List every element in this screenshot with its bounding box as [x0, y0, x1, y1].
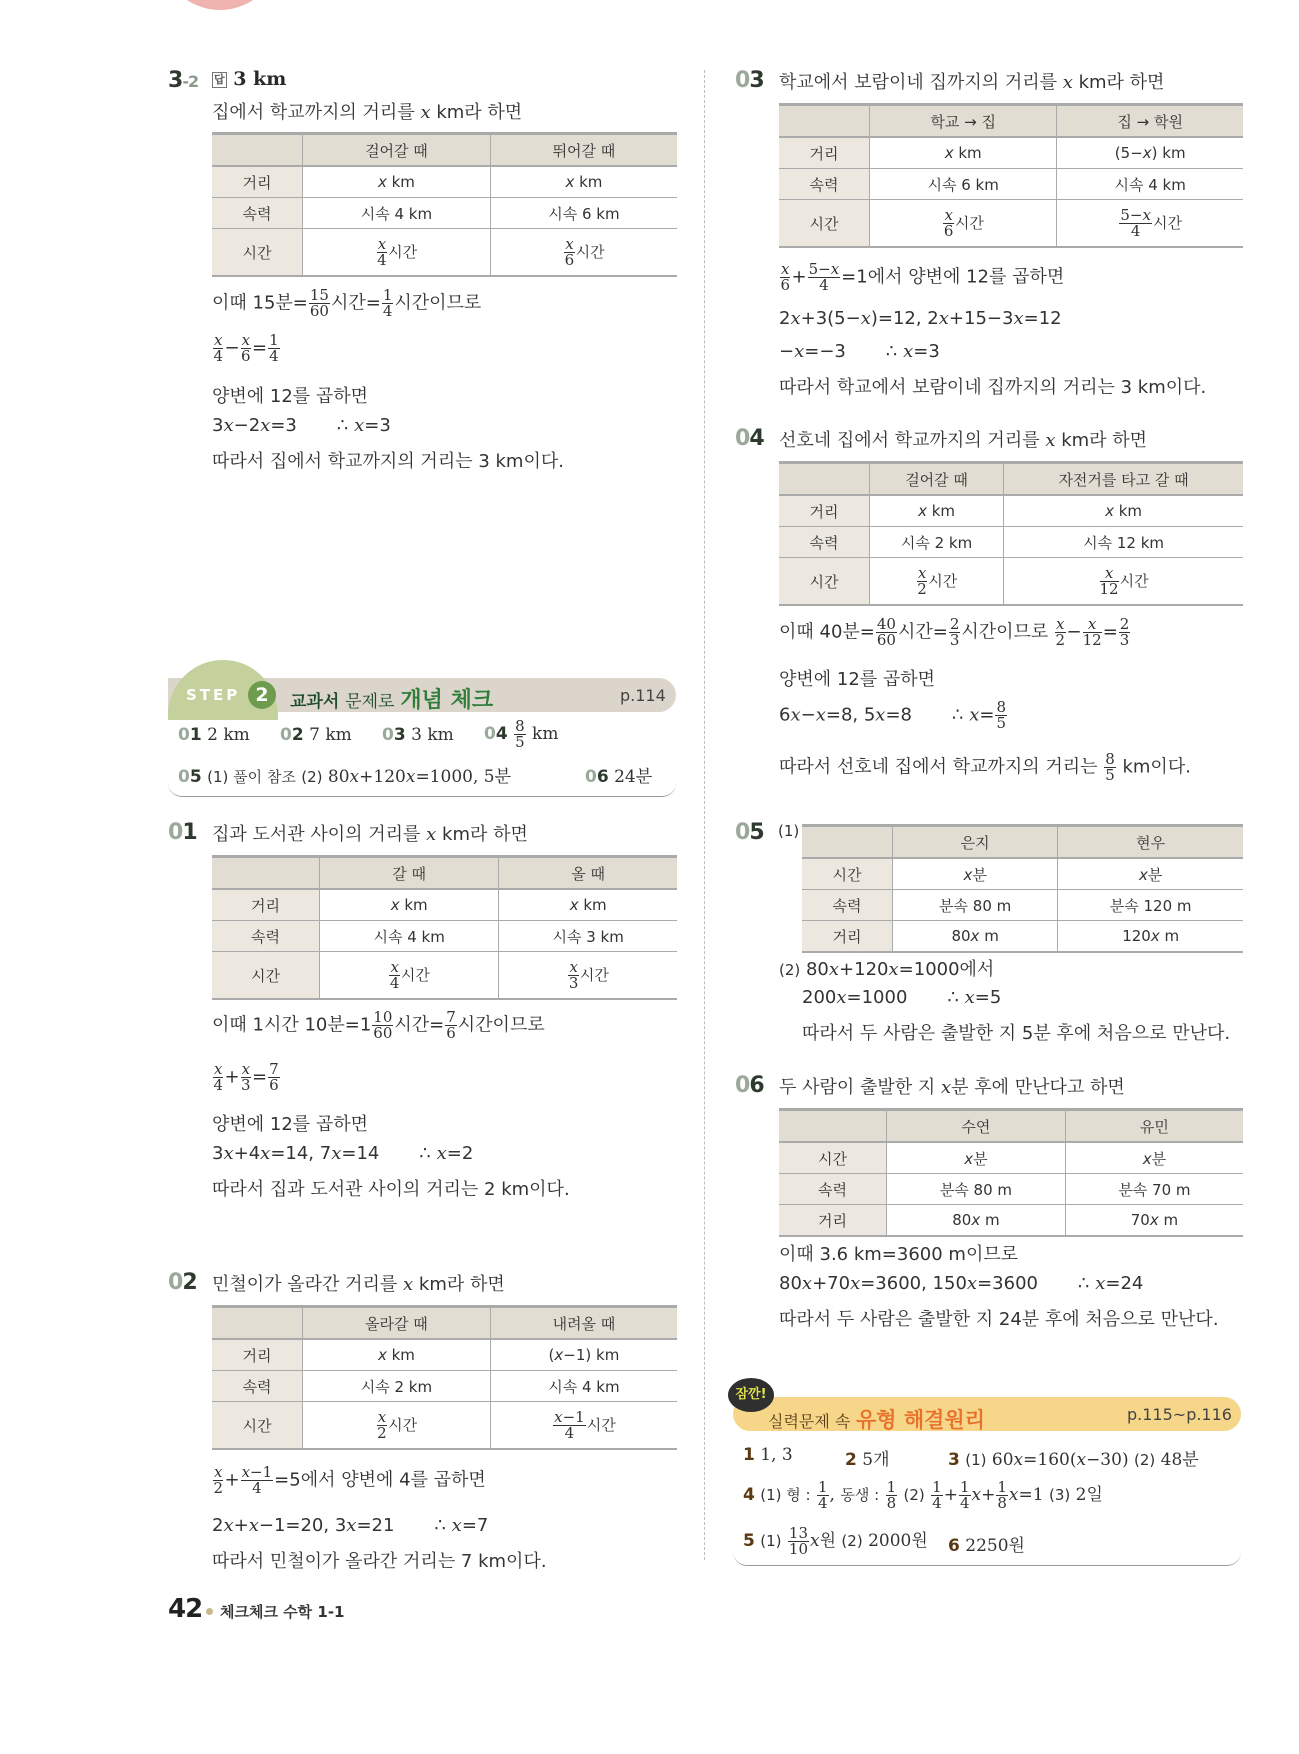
step-label: STEP — [186, 686, 241, 704]
solution-line-03-3: −x=−3 ∴ x=3 — [779, 341, 940, 362]
solution-line-01-1: 이때 1시간 10분=1 $\frac{10}{60}$ 시간= $\frac{7}{6}$ 시간이므로 — [212, 1008, 545, 1042]
step2-title: 교과서 문제로 개념 체크 — [290, 688, 494, 713]
intro-text-02: 민철이가 올라간 거리를 x km라 하면 — [212, 1274, 505, 1295]
solution-line-03-4: 따라서 학교에서 보람이네 집까지의 거리는 3 km이다. — [779, 377, 1207, 398]
table-04: 걸어갈 때 자전거를 타고 갈 때 거리 x km x km 속력 시속 2 km 시속 12 km 시간 $\frac{x}{2}$ 시간 $\frac{x}{12}$ 시간 — [779, 461, 1243, 606]
problem-number-04: 04 — [735, 426, 764, 451]
answer-line — [212, 68, 286, 90]
answer-value: 3 km — [233, 68, 287, 90]
solution-line-3: 양변에 12를 곱하면 — [212, 386, 369, 407]
answer-02: 02 7 km — [280, 725, 352, 745]
solution-line-2: $\frac{x}{4}$ − $\frac{x}{6}$ = $\frac{1}{4}$ — [213, 331, 279, 365]
answer-06: 06 24분 — [585, 767, 653, 787]
problem-number-06: 06 — [735, 1073, 764, 1098]
solution-line-02-2: 2x+x−1=20, 3x=21 ∴ x=7 — [212, 1515, 489, 1536]
solution-line-05-3: 따라서 두 사람은 출발한 지 5분 후에 처음으로 만난다. — [802, 1023, 1231, 1044]
bullet-dot-icon — [206, 1608, 213, 1615]
problem-number-3-2: 3-2 — [168, 68, 199, 93]
solution-line-06-1: 이때 3.6 km=3600 m이므로 — [779, 1244, 1019, 1265]
jk-answer-3: 3 (1) 60x=160(x−30) (2) 48분 — [948, 1450, 1199, 1470]
solution-line-01-2: $\frac{x}{4}$ + $\frac{x}{3}$ = $\frac{7}{6}$ — [213, 1060, 279, 1094]
jk-answer-5: 5 (1) $\frac{13}{10}$ x원 (2) 2000원 — [743, 1524, 928, 1558]
solution-line-06-2: 80x+70x=3600, 150x=3600 ∴ x=24 — [779, 1273, 1144, 1294]
intro-text-03: 학교에서 보람이네 집까지의 거리를 x km라 하면 — [779, 72, 1165, 93]
solution-line-04-4: 따라서 선호네 집에서 학교까지의 거리는 $\frac{8}{5}$ km이다. — [779, 750, 1191, 784]
problem-number-01: 01 — [168, 820, 197, 845]
intro-text-04: 선호네 집에서 학교까지의 거리를 x km라 하면 — [779, 430, 1148, 451]
solution-line-4: 3x−2x=3 ∴ x=3 — [212, 415, 391, 436]
jk-answer-2: 2 5개 — [845, 1450, 890, 1470]
table-01: 갈 때 올 때 거리 x km x km 속력 시속 4 km 시속 3 km 시간 $\frac{x}{4}$ 시간 $\frac{x}{3}$ 시간 — [212, 855, 677, 1000]
answer-03: 03 3 km — [382, 725, 454, 745]
jk-answer-6: 6 2250원 — [948, 1536, 1025, 1556]
solution-line-05-2: 200x=1000 ∴ x=5 — [802, 987, 1002, 1008]
solution-line-06-3: 따라서 두 사람은 출발한 지 24분 후에 처음으로 만난다. — [779, 1309, 1219, 1330]
table-05: 은지 현우 시간 x분 x분 속력 분속 80 m 분속 120 m 거리 80x m 120x m — [802, 824, 1243, 953]
problem-number-05: 05 — [735, 820, 764, 845]
speech-bubble-icon: 잠깐! — [728, 1378, 774, 1412]
solution-line-5: 따라서 집에서 학교까지의 거리는 3 km이다. — [212, 451, 564, 472]
table-3-2: 걸어갈 때 뛰어갈 때 거리 x km x km 속력 시속 4 km 시속 6 km 시간 $\frac{x}{4}$ 시간 $\frac{x}{6}$ 시간 — [212, 132, 677, 277]
intro-text: 집에서 학교까지의 거리를 x km라 하면 — [212, 102, 523, 123]
step-number-badge: 2 — [248, 681, 276, 709]
jamkkan-title: 실력문제 속 유형 해결원리 — [768, 1408, 985, 1432]
page-number: 42 — [168, 1594, 203, 1624]
jk-answer-4: 4 (1) 형 : $\frac{1}{4}$ , 동생 : $\frac{1}{8}$ (2) $\frac{1}{4}$ + $\frac{1}{4}$ x+ $\frac{1}{8}$ x=1 (3) 2일 — [743, 1478, 1103, 1512]
part-1-label: (1) — [778, 822, 800, 840]
jk-answer-1: 1 1, 3 — [743, 1445, 793, 1465]
solution-line-04-3: 6x−x=8, 5x=8 ∴ x= $\frac{8}{5}$ — [779, 698, 1007, 732]
solution-line-04-2: 양변에 12를 곱하면 — [779, 669, 936, 690]
solution-line-04-1: 이때 40분= $\frac{40}{60}$ 시간= $\frac{2}{3}$ 시간이므로 $\frac{x}{2}$ − $\frac{x}{12}$ = $\frac{2}{3}$ — [779, 615, 1130, 649]
answer-05: 05 (1) 풀이 참조 (2) 80x+120x=1000, 5분 — [178, 767, 511, 787]
solution-line-05-1: (2) 80x+120x=1000에서 — [779, 959, 995, 980]
table-03: 학교 → 집 집 → 학원 거리 x km (5−x) km 속력 시속 6 km 시속 4 km 시간 $\frac{x}{6}$ 시간 $\frac{5-x}{4}$ 시간 — [779, 103, 1243, 248]
problem-number-02: 02 — [168, 1270, 197, 1295]
answer-01: 01 2 km — [178, 725, 250, 745]
solution-line-02-1: $\frac{x}{2}$ + $\frac{x-1}{4}$ =5에서 양변에 4를 곱하면 — [213, 1463, 486, 1497]
intro-text-06: 두 사람이 출발한 지 x분 후에 만난다고 하면 — [779, 1077, 1125, 1098]
solution-line-02-3: 따라서 민철이가 올라간 거리는 7 km이다. — [212, 1551, 547, 1572]
column-divider — [704, 70, 705, 1560]
solution-line-01-5: 따라서 집과 도서관 사이의 거리는 2 km이다. — [212, 1179, 570, 1200]
solution-line-03-2: 2x+3(5−x)=12, 2x+15−3x=12 — [779, 308, 1062, 329]
answer-04: 04 $\frac{8}{5}$ km — [484, 717, 559, 751]
solution-line-01-4: 3x+4x=14, 7x=14 ∴ x=2 — [212, 1143, 474, 1164]
decorative-circle — [160, 0, 280, 10]
solution-line-1: 이때 15분= $\frac{15}{60}$ 시간= $\frac{1}{4}$ 시간이므로 — [212, 286, 482, 320]
answer-badge-icon: 답 — [214, 73, 225, 86]
solution-line-03-1: $\frac{x}{6}$ + $\frac{5-x}{4}$ =1에서 양변에 12를 곱하면 — [780, 260, 1065, 294]
problem-number-03: 03 — [735, 68, 764, 93]
intro-text-01: 집과 도서관 사이의 거리를 x km라 하면 — [212, 824, 528, 845]
table-06: 수연 유민 시간 x분 x분 속력 분속 80 m 분속 70 m 거리 80x m 70x m — [779, 1108, 1243, 1237]
solution-line-01-3: 양변에 12를 곱하면 — [212, 1114, 369, 1135]
step2-page-ref: p.114 — [620, 686, 666, 705]
book-title: 체크체크 수학 1-1 — [220, 1603, 345, 1621]
table-02: 올라갈 때 내려올 때 거리 x km (x−1) km 속력 시속 2 km 시속 4 km 시간 $\frac{x}{2}$ 시간 $\frac{x-1}{4}$ 시간 — [212, 1305, 677, 1450]
jamkkan-page-ref: p.115~p.116 — [1127, 1405, 1232, 1424]
